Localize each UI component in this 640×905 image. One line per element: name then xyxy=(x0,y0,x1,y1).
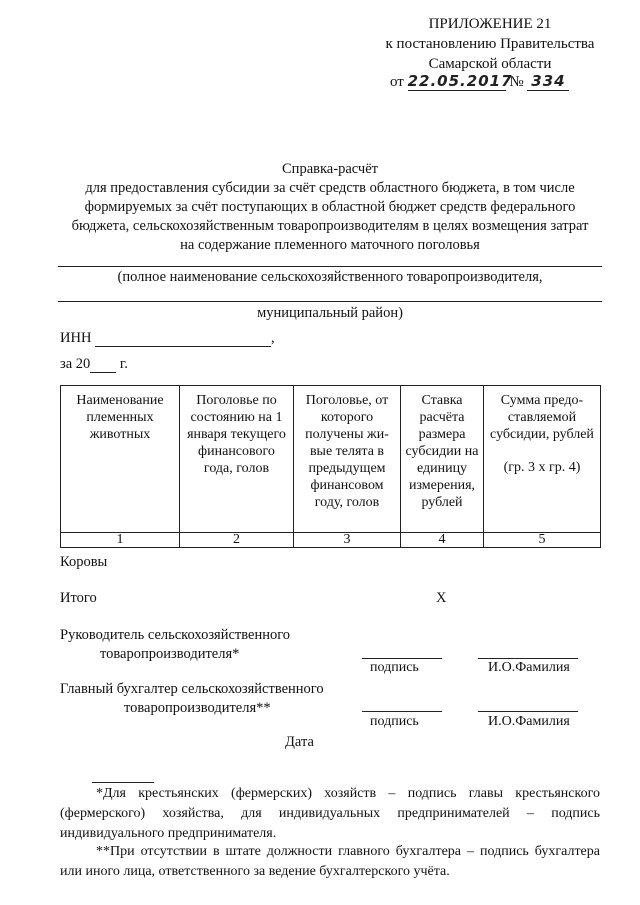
header-rate: Ставка расчёта размера субсидии на единицу измерения, рублей xyxy=(401,386,484,533)
appendix-line-2: Самарской области xyxy=(428,56,552,72)
document-heading xyxy=(50,160,610,255)
heading-line-3: бюджета, сельскохозяйственным товаропроизводителям в целях возмещения затрат xyxy=(71,218,589,234)
header-livestock-jan1: Поголовье по состоянию на 1 января текущего финансового года, голов xyxy=(180,386,294,533)
inn-label: ИНН xyxy=(60,330,92,346)
row-total: Итого xyxy=(60,590,97,606)
column-number-4: 4 xyxy=(401,533,484,548)
appendix-date-row xyxy=(390,72,620,91)
accountant-line-1: Главный бухгалтер сельскохозяйственного xyxy=(60,681,324,697)
accountant-name-label: И.О.Фамилия xyxy=(488,714,570,729)
date-label: Дата xyxy=(285,734,314,750)
heading-line-1: для предоставления субсидии за счёт средств областного бюджета, в том числе xyxy=(85,180,575,196)
column-number-5: 5 xyxy=(484,533,601,548)
inn-suffix: , xyxy=(271,330,275,346)
subsidy-table xyxy=(60,385,601,548)
row-cows: Коровы xyxy=(60,554,108,570)
footnote-2: **При отсутствии в штате должности главного бухгалтера – подпись бухгалтера или иного лица, ответственного за ведение бухгалтерского учёта. xyxy=(60,844,600,879)
inn-field xyxy=(95,332,271,347)
accountant-sign-line xyxy=(362,711,442,712)
head-sign-label: подпись xyxy=(370,660,419,675)
header-animals: Наименование племенных животных xyxy=(61,386,180,533)
year-field xyxy=(90,358,116,373)
appendix-number-label: № xyxy=(509,74,524,90)
year-suffix: г. xyxy=(119,356,128,372)
footnote-separator xyxy=(92,782,154,783)
producer-caption-2: муниципальный район) xyxy=(257,305,403,321)
row-total-mark: Х xyxy=(436,590,447,606)
column-number-2: 2 xyxy=(180,533,294,548)
head-name-line xyxy=(478,658,578,659)
accountant-signature-caption xyxy=(60,680,324,718)
head-signature-caption xyxy=(60,626,290,664)
producer-name-line-1 xyxy=(58,266,602,267)
appendix-from-label: от xyxy=(390,74,404,90)
producer-caption-1: (полное наименование сельскохозяйственного товаропроизводителя, xyxy=(117,269,543,285)
heading-line-2: формируемых за счёт поступающих в областной бюджет средств федерального xyxy=(84,199,576,215)
header-sum-formula: (гр. 3 х гр. 4) xyxy=(503,460,581,475)
accountant-name-line xyxy=(478,711,578,712)
appendix-title: ПРИЛОЖЕНИЕ 21 xyxy=(428,16,552,32)
accountant-line-2: товаропроизводителя** xyxy=(124,700,271,716)
appendix-number: 334 xyxy=(527,72,569,91)
heading-title: Справка-расчёт xyxy=(282,161,378,177)
column-number-1: 1 xyxy=(61,533,180,548)
header-sum-label: Сумма предо-ставляемой субсидии, рублей xyxy=(490,393,594,442)
head-line-1: Руководитель сельскохозяйственного xyxy=(60,627,291,643)
inn-row xyxy=(60,330,275,347)
column-number-3: 3 xyxy=(294,533,401,548)
head-name-label: И.О.Фамилия xyxy=(488,660,570,675)
head-sign-line xyxy=(362,658,442,659)
table-number-row xyxy=(61,533,601,548)
head-line-2: товаропроизводителя* xyxy=(100,646,240,662)
year-prefix: за 20 xyxy=(60,356,91,372)
heading-line-4: на содержание племенного маточного поголовья xyxy=(180,237,480,253)
table-header-row xyxy=(61,386,601,533)
year-row xyxy=(60,356,128,373)
appendix-line-1: к постановлению Правительства xyxy=(385,36,595,52)
header-sum xyxy=(484,386,601,533)
producer-name-line-2 xyxy=(58,301,602,302)
header-livestock-calves: Поголовье, от которого получены жи-вые телята в предыдущем финансовом году, голов xyxy=(294,386,401,533)
accountant-sign-label: подпись xyxy=(370,714,419,729)
footnote-1: *Для крестьянских (фермерских) хозяйств – подпись главы крестьянского (фермерского) хозяйства, для индивидуальных предпринимателей – подпись индивидуального предпринимателя. xyxy=(60,786,600,841)
appendix-date: 22.05.2017 xyxy=(407,72,513,90)
